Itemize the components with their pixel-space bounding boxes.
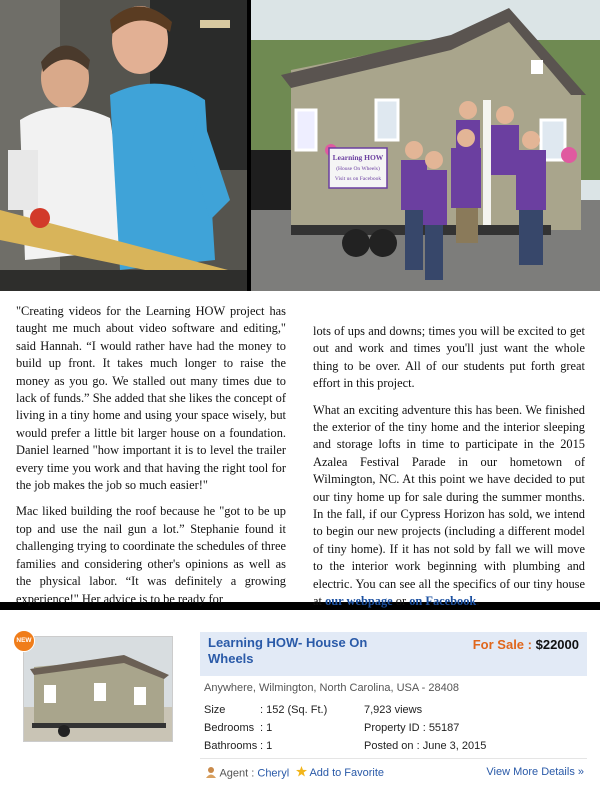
webpage-link[interactable]: our webpage bbox=[325, 594, 393, 609]
bathrooms-label: Bathrooms bbox=[204, 740, 258, 752]
posted-detail bbox=[364, 740, 486, 752]
bathrooms-detail bbox=[204, 740, 272, 752]
footer-divider bbox=[200, 758, 587, 759]
property-id-value: : 55187 bbox=[422, 722, 460, 734]
sale-price bbox=[473, 637, 579, 652]
agent-person-icon bbox=[205, 766, 217, 781]
paragraph-quotes: "Creating videos for the Learning HOW project has taught me much about video software and editing," said Hannah. “I would rather have had the money to build up front. It takes much longer to raise the money as you go. We stalled out many times due to lack of funds.” She added that she likes the concept of living in a tiny home and using your space wisely, but would prefer a little bit larger house on a foundation. Daniel learned "how important it is to level the trailer every time you work and that having the right tool for the job makes the job so much easier!" bbox=[16, 304, 286, 493]
views-count: 7,923 views bbox=[364, 704, 423, 716]
listing-title-bar bbox=[200, 632, 587, 676]
bedrooms-label: Bedrooms bbox=[204, 722, 255, 734]
listing-address: Anywhere, Wilmington, North Carolina, USA - 28408 bbox=[204, 682, 459, 694]
paragraph-adventure-text: What an exciting adventure this has been. We finished the exterior of the tiny home and the interior sleeping and storage lofts in time to participate in the 2015 Azalea Festival Parade in our hometown of Wilmington, NC. At this point we have decided to put our tiny home up for sale during the summer months. In the fall, if our Cypress Horizon has sold, we intend to begin our new projects (including a different model of tiny home). If it has not sold by fall we will move to the interior work beginning with plumbing and electric. You can see all the specifics of our tiny house at bbox=[313, 402, 585, 609]
posted-label: Posted on bbox=[364, 740, 414, 752]
article-column-right bbox=[313, 323, 585, 620]
posted-value: : June 3, 2015 bbox=[416, 740, 487, 752]
size-label: Size bbox=[204, 704, 226, 716]
link-separator: or bbox=[395, 594, 407, 609]
for-sale-label: For Sale : bbox=[472, 637, 532, 652]
tiny-house-illustration bbox=[251, 0, 600, 291]
star-icon bbox=[296, 766, 307, 780]
listing-title-link[interactable]: Learning HOW- House On Wheels bbox=[208, 635, 368, 666]
article-column-left bbox=[16, 303, 286, 617]
bedrooms-value: : 1 bbox=[260, 722, 273, 734]
bathrooms-value: : 1 bbox=[260, 740, 273, 752]
size-value: : 152 (Sq. Ft.) bbox=[260, 704, 328, 716]
price-value: $22000 bbox=[535, 637, 579, 652]
tiny-house-thumbnail-icon bbox=[24, 637, 172, 741]
size-detail bbox=[204, 704, 327, 716]
students-measuring-illustration bbox=[0, 0, 247, 291]
view-more-details-link[interactable]: View More Details » bbox=[486, 766, 584, 778]
paragraph-continuation: lots of ups and downs; times you will be excited to get out and work and times you'll just want the whole thing to be over. All of our students put forth great effort in this project. bbox=[313, 324, 585, 391]
agent-name-link[interactable]: Cheryl bbox=[257, 767, 290, 780]
sentence-end: . bbox=[476, 594, 480, 609]
paragraph-mac-stephanie: Mac liked building the roof because he "got to be up top and use the nail gun a lot.” Stephanie found it challenging trying to coordinate the schedules of three families and considering other's opinions as well as the physical labor. “It was definitely a growing experience!" Her advice is to be ready for bbox=[16, 504, 286, 606]
photo-tiny-house-group bbox=[251, 0, 600, 291]
article-body bbox=[0, 291, 600, 609]
favorite-label: Add to Favorite bbox=[309, 766, 385, 779]
sign-line-2: (House On Wheels) bbox=[336, 166, 380, 172]
sign-line-3: Visit us on Facebook bbox=[334, 176, 382, 182]
facebook-link[interactable]: on Facebook bbox=[409, 594, 477, 609]
agent-info bbox=[205, 766, 289, 781]
add-to-favorite-link[interactable] bbox=[296, 766, 384, 780]
property-id-detail bbox=[364, 722, 459, 734]
listing-thumbnail[interactable] bbox=[23, 636, 173, 742]
agent-label: Agent : bbox=[219, 767, 255, 780]
property-listing-card bbox=[0, 610, 600, 800]
new-badge: NEW bbox=[13, 630, 35, 652]
photo-students-measuring bbox=[0, 0, 247, 291]
bedrooms-detail bbox=[204, 722, 272, 734]
sign-line-1: Learning HOW bbox=[332, 153, 384, 162]
property-id-label: Property ID bbox=[364, 722, 420, 734]
paragraph-adventure bbox=[313, 402, 585, 611]
